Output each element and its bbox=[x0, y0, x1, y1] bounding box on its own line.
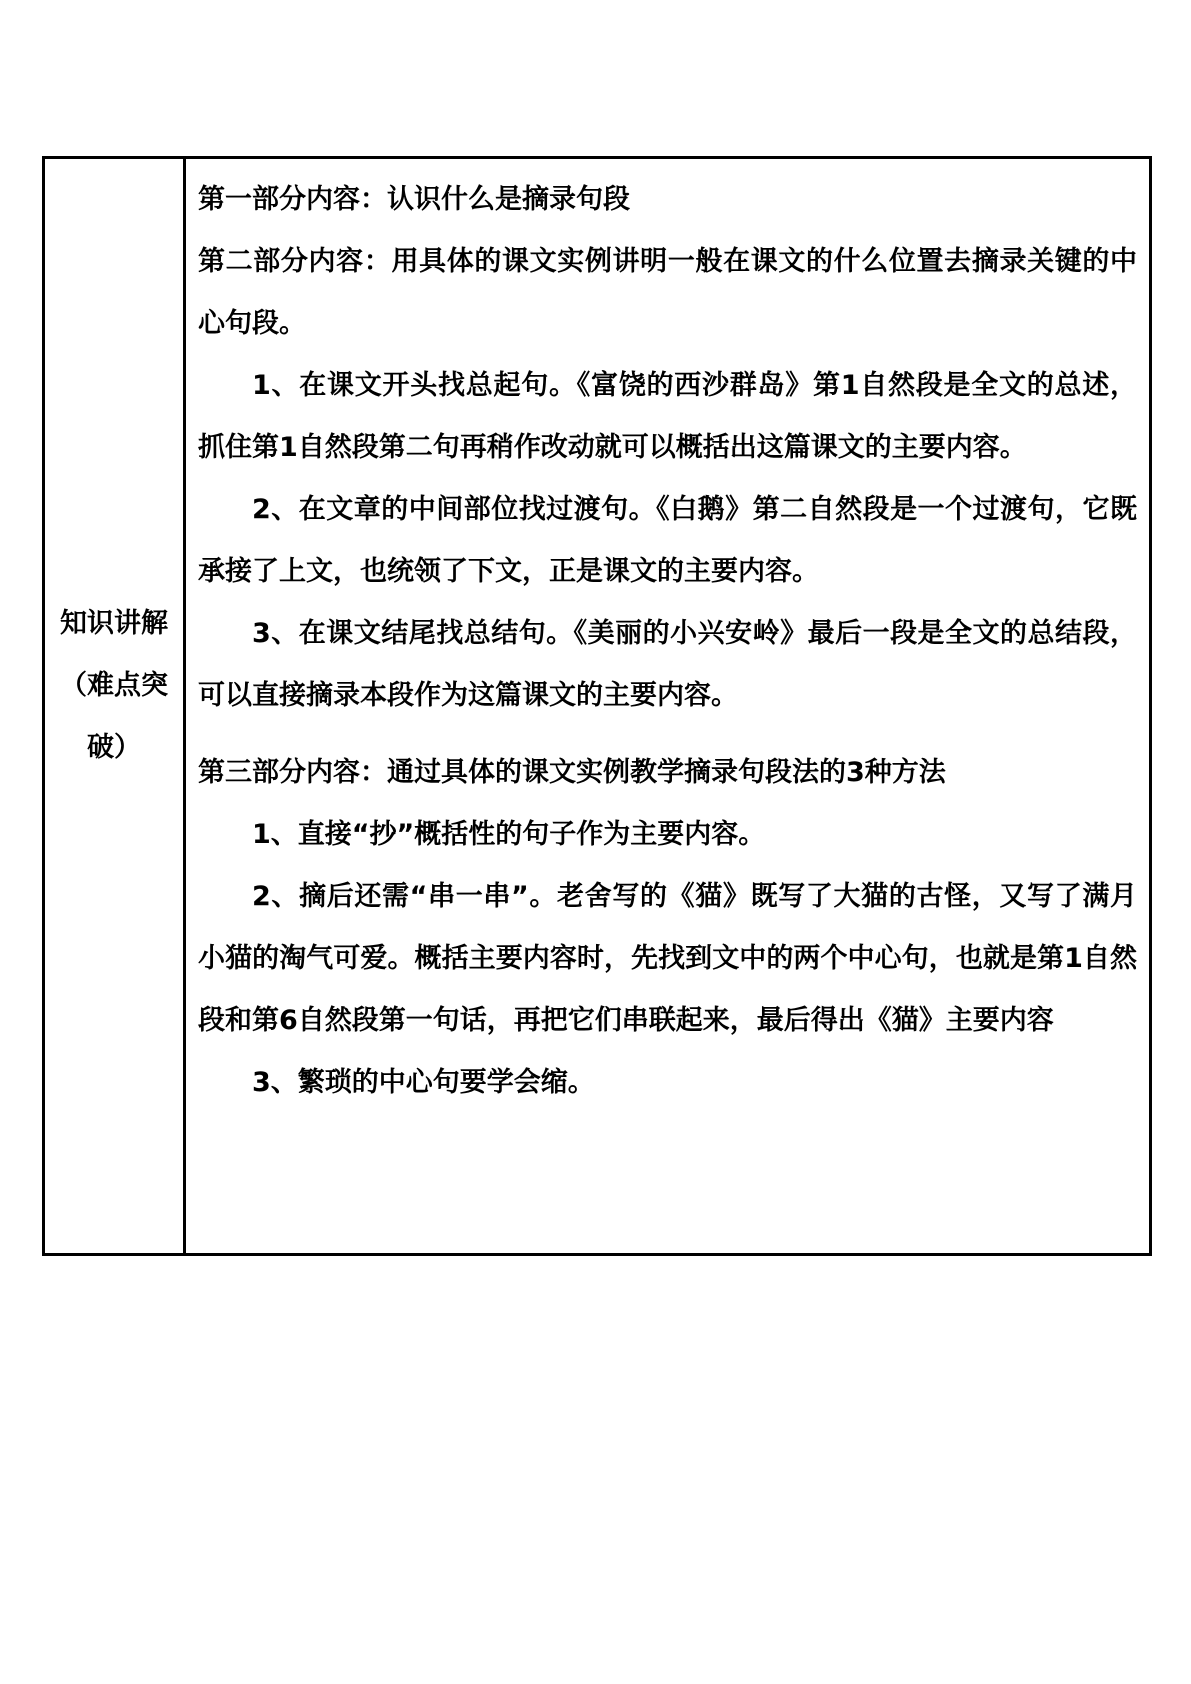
part-one-heading: 第一部分内容：认识什么是摘录句段 bbox=[198, 184, 630, 215]
part-three-item-1: 1、直接“抄”概括性的句子作为主要内容。 bbox=[252, 819, 766, 850]
part-two-item-3: 3、在课文结尾找总结句。《美丽的小兴安岭》最后一段是全文的总结段，可以直接摘录本段作为这篇课文的主要内容。 bbox=[198, 618, 1137, 711]
part-two-heading: 第二部分内容：用具体的课文实例讲明一般在课文的什么位置去摘录关键的中心句段。 bbox=[198, 246, 1137, 339]
part-two-item-1: 1、在课文开头找总起句。《富饶的西沙群岛》第1自然段是全文的总述，抓住第1自然段第二句再稍作改动就可以概括出这篇课文的主要内容。 bbox=[198, 370, 1137, 463]
part-three-item-3: 3、繁琐的中心句要学会缩。 bbox=[252, 1067, 595, 1098]
part-three-item-2: 2、摘后还需“串一串”。老舍写的《猫》既写了大猫的古怪，又写了满月小猫的淘气可爱。概括主要内容时，先找到文中的两个中心句，也就是第1自然段和第6自然段第一句话，再把它们串联起来，最后得出《猫》主要内容 bbox=[198, 881, 1137, 1036]
section-label-cell bbox=[45, 159, 186, 1253]
section-label: 知识讲解（难点突破） bbox=[60, 608, 168, 763]
part-three-heading: 第三部分内容：通过具体的课文实例教学摘录句段法的3种方法 bbox=[198, 757, 946, 788]
content-cell bbox=[186, 159, 1149, 1253]
paragraph-gap bbox=[198, 727, 1137, 742]
part-two-item-2: 2、在文章的中间部位找过渡句。《白鹅》第二自然段是一个过渡句，它既承接了上文，也统领了下文，正是课文的主要内容。 bbox=[198, 494, 1137, 587]
lesson-table bbox=[42, 156, 1152, 1256]
